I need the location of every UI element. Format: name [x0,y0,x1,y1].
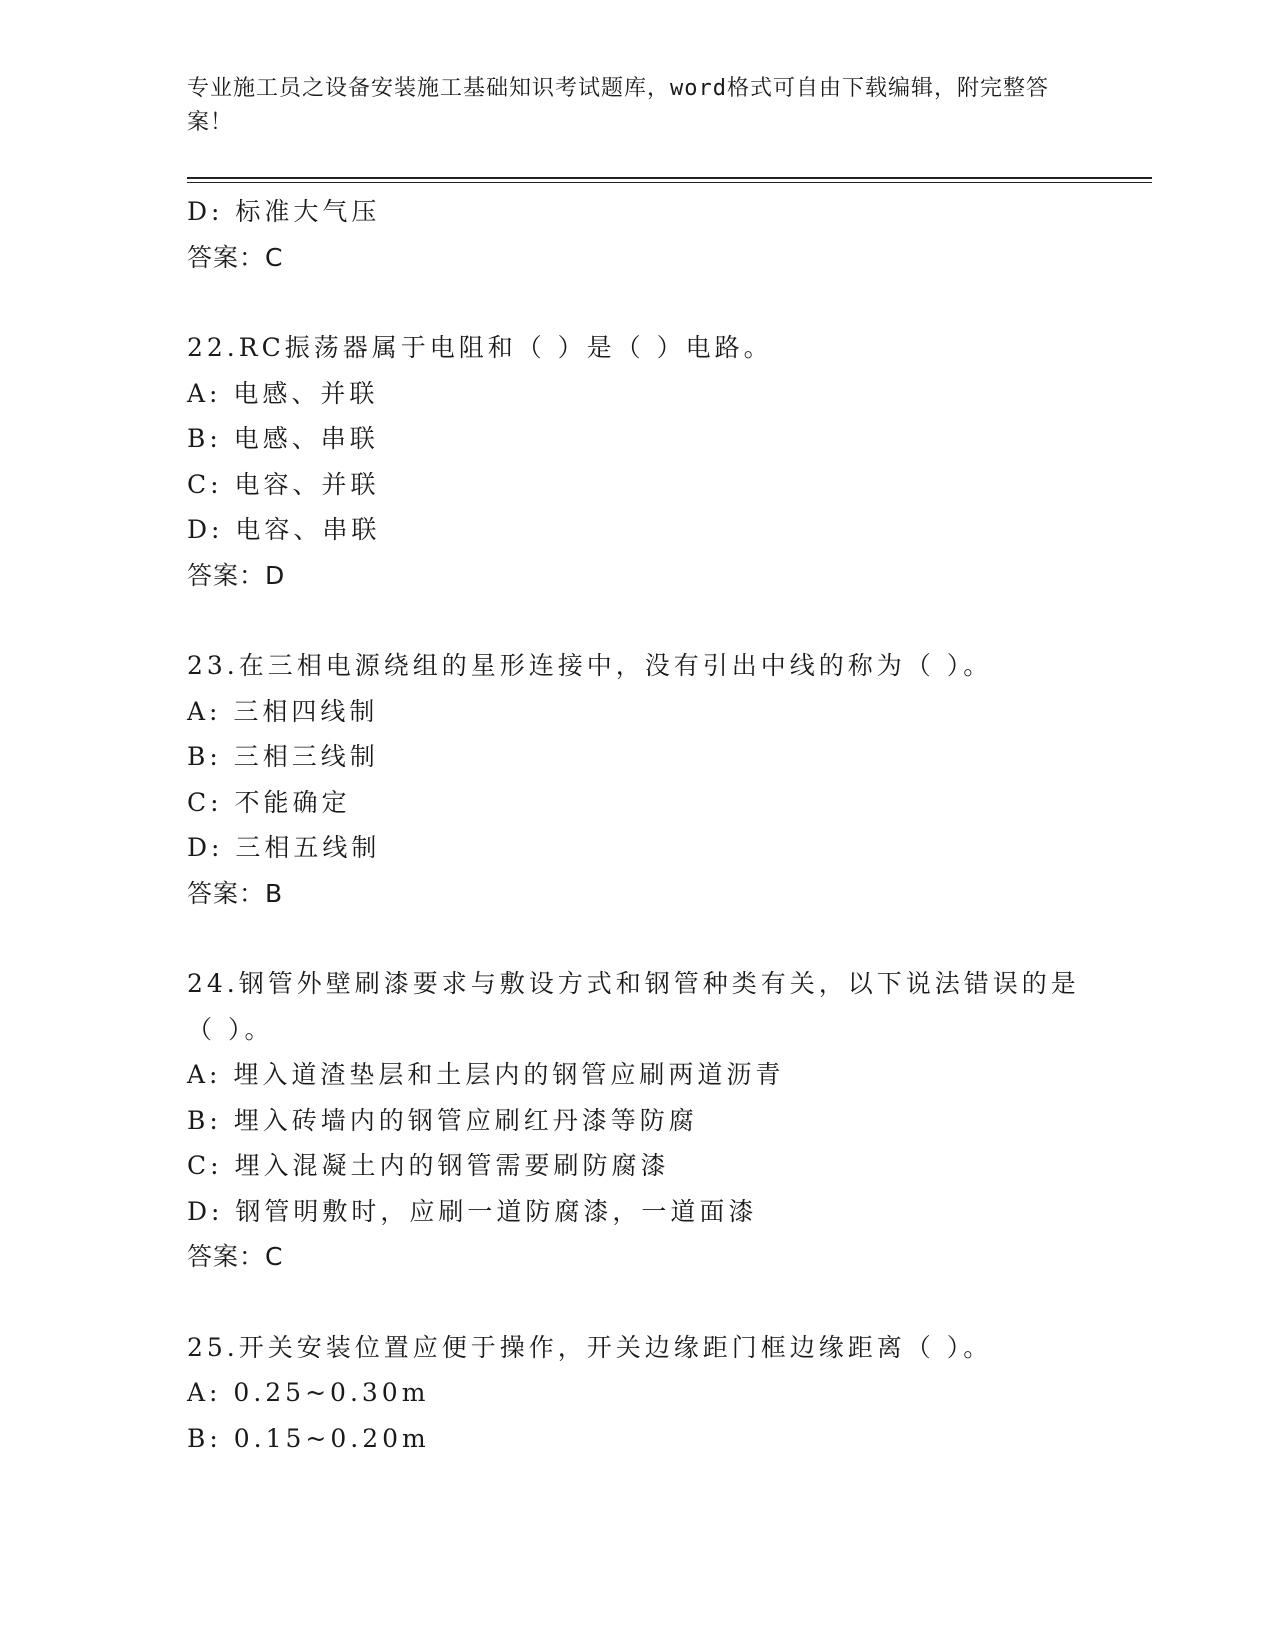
option-b: B: 电感、串联 [187,424,379,453]
option-d: D: 电容、串联 [187,515,381,544]
option-b: B: 埋入砖墙内的钢管应刷红丹漆等防腐 [187,1105,698,1135]
option-b: B: 0.15~0.20m [187,1423,430,1453]
spacer [187,280,1087,325]
question-25 [187,1325,1087,1462]
option-c: C: 电容、并联 [187,469,380,499]
answer: 答案：C [187,242,284,272]
option-d: D: 钢管明敷时，应刷一道防腐漆，一道面漆 [187,1196,758,1226]
option-c: C: 不能确定 [187,787,351,817]
option-d: D: 三相五线制 [187,833,381,862]
spacer [187,916,1087,961]
question-stem: 22.RC振荡器属于电阻和（ ）是（ ）电路。 [187,333,773,362]
option-a: A: 三相四线制 [187,696,379,726]
question-23 [187,643,1087,916]
question-content [187,189,1087,1461]
option-a: A: 电感、并联 [187,378,379,408]
option-a: A: 埋入道渣垫层和土层内的钢管应刷两道沥青 [187,1060,785,1089]
answer: 答案：D [187,560,286,590]
header-divider-thin [187,182,1152,183]
question-stem: 23.在三相电源绕组的星形连接中，没有引出中线的称为（ ）。 [187,651,993,680]
spacer [187,1280,1087,1325]
answer: 答案：B [187,878,284,908]
question-24 [187,961,1087,1280]
option-c: C: 埋入混凝土内的钢管需要刷防腐漆 [187,1151,670,1180]
spacer [187,598,1087,643]
option-b: B: 三相三线制 [187,742,379,771]
page-header: 专业施工员之设备安装施工基础知识考试题库，word格式可自由下载编辑，附完整答案！ [187,76,1049,135]
answer: 答案：C [187,1242,284,1271]
option-d: D: 标准大气压 [187,197,381,226]
question-stem: 24.钢管外壁刷漆要求与敷设方式和钢管种类有关，以下说法错误的是（ ）。 [187,969,1080,1044]
header-divider-thick [187,177,1152,179]
option-a: A: 0.25~0.30m [187,1378,430,1407]
question-stem: 25.开关安装位置应便于操作，开关边缘距门框边缘距离（ ）。 [187,1332,993,1362]
question-22 [187,325,1087,598]
